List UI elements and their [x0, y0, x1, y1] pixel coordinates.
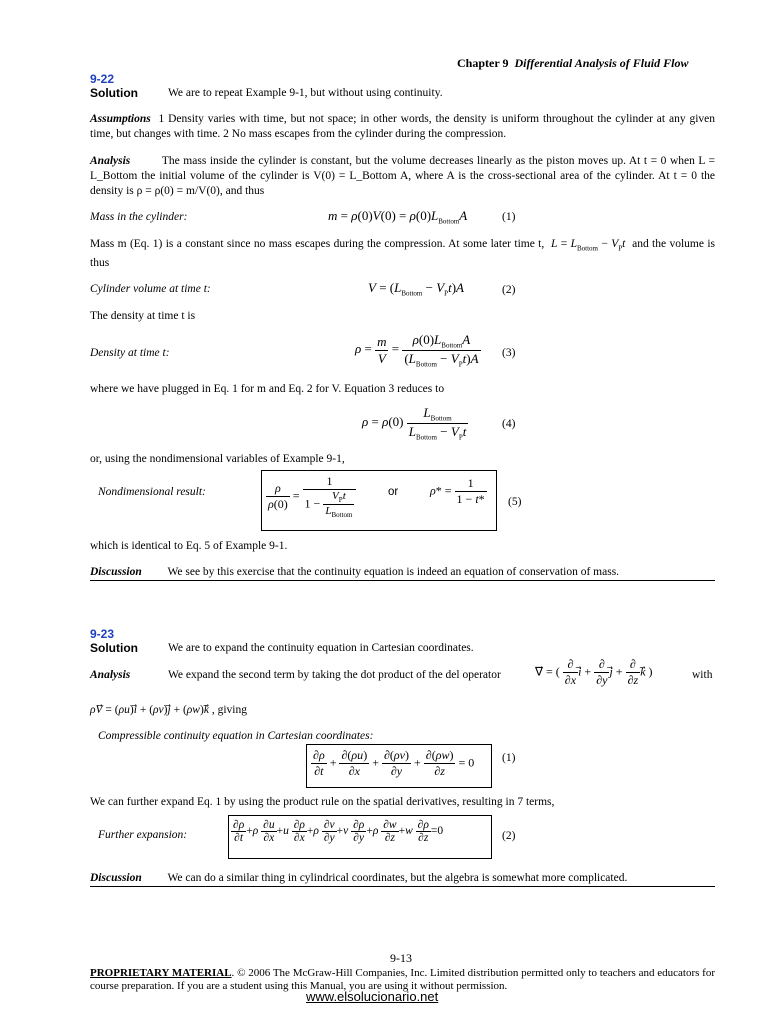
- assumptions-text: 1 Density varies with time, but not space; in other words, the density is uniform throughout the cylinder at any given time, but changes with time. 2 No mass escapes from the cylinder during the compression.: [90, 113, 715, 140]
- equation-mass: $m = \rho(0)V(0) = \rho(0)L_{Bottom}A$: [328, 208, 468, 226]
- discussion-label-923: Discussion: [90, 872, 142, 884]
- nondim-intro: or, using the nondimensional variables of Example 9-1,: [90, 453, 345, 465]
- mass-text-1: Mass m (Eq. 1) is a constant since no mass escapes during the compression. At some later time t,: [90, 238, 545, 250]
- mass-text-2: and the volume is thus: [90, 238, 715, 270]
- label-mass: Mass in the cylinder:: [90, 211, 188, 223]
- discussion-text-923: We can do a similar thing in cylindrical coordinates, but the algebra is somewhat more complicated.: [167, 872, 628, 884]
- label-compressible: Compressible continuity equation in Cartesian coordinates:: [98, 730, 374, 742]
- label-density: Density at time t:: [90, 347, 170, 359]
- density-intro: The density at time t is: [90, 310, 196, 322]
- eq1-number: (1): [502, 211, 516, 223]
- discussion-922: [90, 566, 619, 578]
- eq2-number: (2): [502, 284, 516, 296]
- chapter-title: Differential Analysis of Fluid Flow: [514, 56, 689, 70]
- section-divider-1: [90, 580, 715, 581]
- chapter-number: Chapter 9: [457, 56, 509, 70]
- analysis-text: The mass inside the cylinder is constant, but the volume decreases linearly as the piston moves up. At t = 0 when L = L_Bottom the initial volume of the cylinder is V(0) = L_Bottom A, where A is the cross-sectional area of the cylinder. At t = 0 the density is ρ = ρ(0) = m/V(0), and thus: [90, 155, 716, 197]
- analysis-with: with: [692, 669, 713, 681]
- equation-reduced: ρ = ρ(0) $\frac{L_{Bottom}}{L_{Bottom} - V_Pt}$: [362, 405, 467, 442]
- plugged-text: where we have plugged in Eq. 1 for m and Eq. 2 for V. Equation 3 reduces to: [90, 383, 445, 395]
- eq2-number-923: (2): [502, 830, 516, 842]
- solution-text: We are to repeat Example 9-1, but without using continuity.: [168, 87, 443, 99]
- watermark-link[interactable]: www.elsolucionario.net: [306, 989, 439, 1004]
- discussion-label: Discussion: [90, 566, 142, 578]
- identical-text: which is identical to Eq. 5 of Example 9-1.: [90, 540, 288, 552]
- assumptions-paragraph: [90, 112, 715, 142]
- problem-number-9-23: 9-23: [90, 627, 115, 641]
- solution-label: Solution: [90, 86, 138, 100]
- proprietary-label: PROPRIETARY MATERIAL: [90, 967, 232, 979]
- label-nondim: Nondimensional result:: [98, 486, 206, 498]
- eq1-number-923: (1): [502, 752, 516, 764]
- or-text: or: [388, 486, 399, 498]
- eq4-number: (4): [502, 418, 516, 430]
- section-divider-2: [90, 886, 715, 887]
- equation-density: ρ = $\frac{m}{V}$ = $\frac{\rho(0)L_{Bottom}A}{(L_{Bottom} - V_Pt)A}$: [355, 332, 479, 369]
- problem-number-9-22: 9-22: [90, 72, 115, 86]
- eq3-number: (3): [502, 347, 516, 359]
- analysis-label-923: Analysis: [90, 669, 131, 681]
- del-operator: ∇⃗ = ( $\frac{\partial}{\partial x}$ i⃗ + $\frac{\partial}{\partial y}$ j⃗ + $\frac{\partial}{\partial z}$ k⃗ ): [535, 657, 653, 687]
- equation-nondim-2: ρ* = $\frac{1}{1 - t*}$: [430, 476, 485, 506]
- analysis-923: [90, 657, 715, 687]
- equation-volume: $V = (L_{Bottom} - V_Pt)A$: [368, 280, 464, 298]
- assumptions-label: Assumptions: [90, 113, 151, 125]
- equation-nondim-1: $\frac{\rho}{\rho(0)}$ = 1 1 − $\frac{V_Pt}{L_{Bottom}}$: [266, 474, 356, 519]
- page-number: 9-13: [390, 951, 412, 965]
- discussion-923: [90, 872, 627, 884]
- solution-text-923: We are to expand the continuity equation in Cartesian coordinates.: [168, 642, 474, 654]
- further-text: We can further expand Eq. 1 by using the product rule on the spatial derivatives, resulting in 7 terms,: [90, 796, 555, 808]
- analysis-label: Analysis: [90, 155, 131, 167]
- proprietary-text: . © 2006 The McGraw-Hill Companies, Inc. Limited distribution permitted only to teachers and educators for course preparation. If you are a student using this Manual, you are using it without permission.: [90, 967, 716, 992]
- mass-paragraph: Mass m (Eq. 1) is a constant since no mass escapes during the compression. At some later time t, $L = L_{Bottom} - V_Pt$ and the volume is thus: [90, 238, 715, 270]
- eq5-number: (5): [508, 496, 522, 508]
- chapter-header: [457, 56, 688, 71]
- equation-further: $\frac{\partial\rho}{\partial t}$ +ρ $\frac{\partial u}{\partial x}$ +u $\frac{\partial\rho}{\partial x}$ +ρ $\frac{\partial v}{\partial y}$ +v $\frac{\partial\rho}{\partial y}$ +ρ $\frac{\partial w}{\partial z}$ +w $\frac{\partial\rho}{\partial z}$ =0: [233, 819, 444, 844]
- analysis-text-923: We expand the second term by taking the dot product of the del operator: [168, 669, 501, 681]
- analysis-paragraph: [90, 154, 715, 199]
- label-further: Further expansion:: [98, 829, 188, 841]
- solution-label-923: Solution: [90, 641, 138, 655]
- rho-v-line: ρV⃗ = (ρu)i⃗ + (ρv)j⃗ + (ρw)k⃗ , giving: [90, 704, 247, 716]
- discussion-text: We see by this exercise that the continuity equation is indeed an equation of conservation of mass.: [167, 566, 620, 578]
- label-volume: Cylinder volume at time t:: [90, 283, 211, 295]
- equation-continuity: $\frac{\partial\rho}{\partial t}$ + $\frac{\partial(\rho u)}{\partial x}$ + $\frac{\partial(\rho v)}{\partial y}$ + $\frac{\partial(\rho w)}{\partial z}$ = 0: [313, 748, 475, 778]
- analysis-giving: , giving: [211, 704, 247, 716]
